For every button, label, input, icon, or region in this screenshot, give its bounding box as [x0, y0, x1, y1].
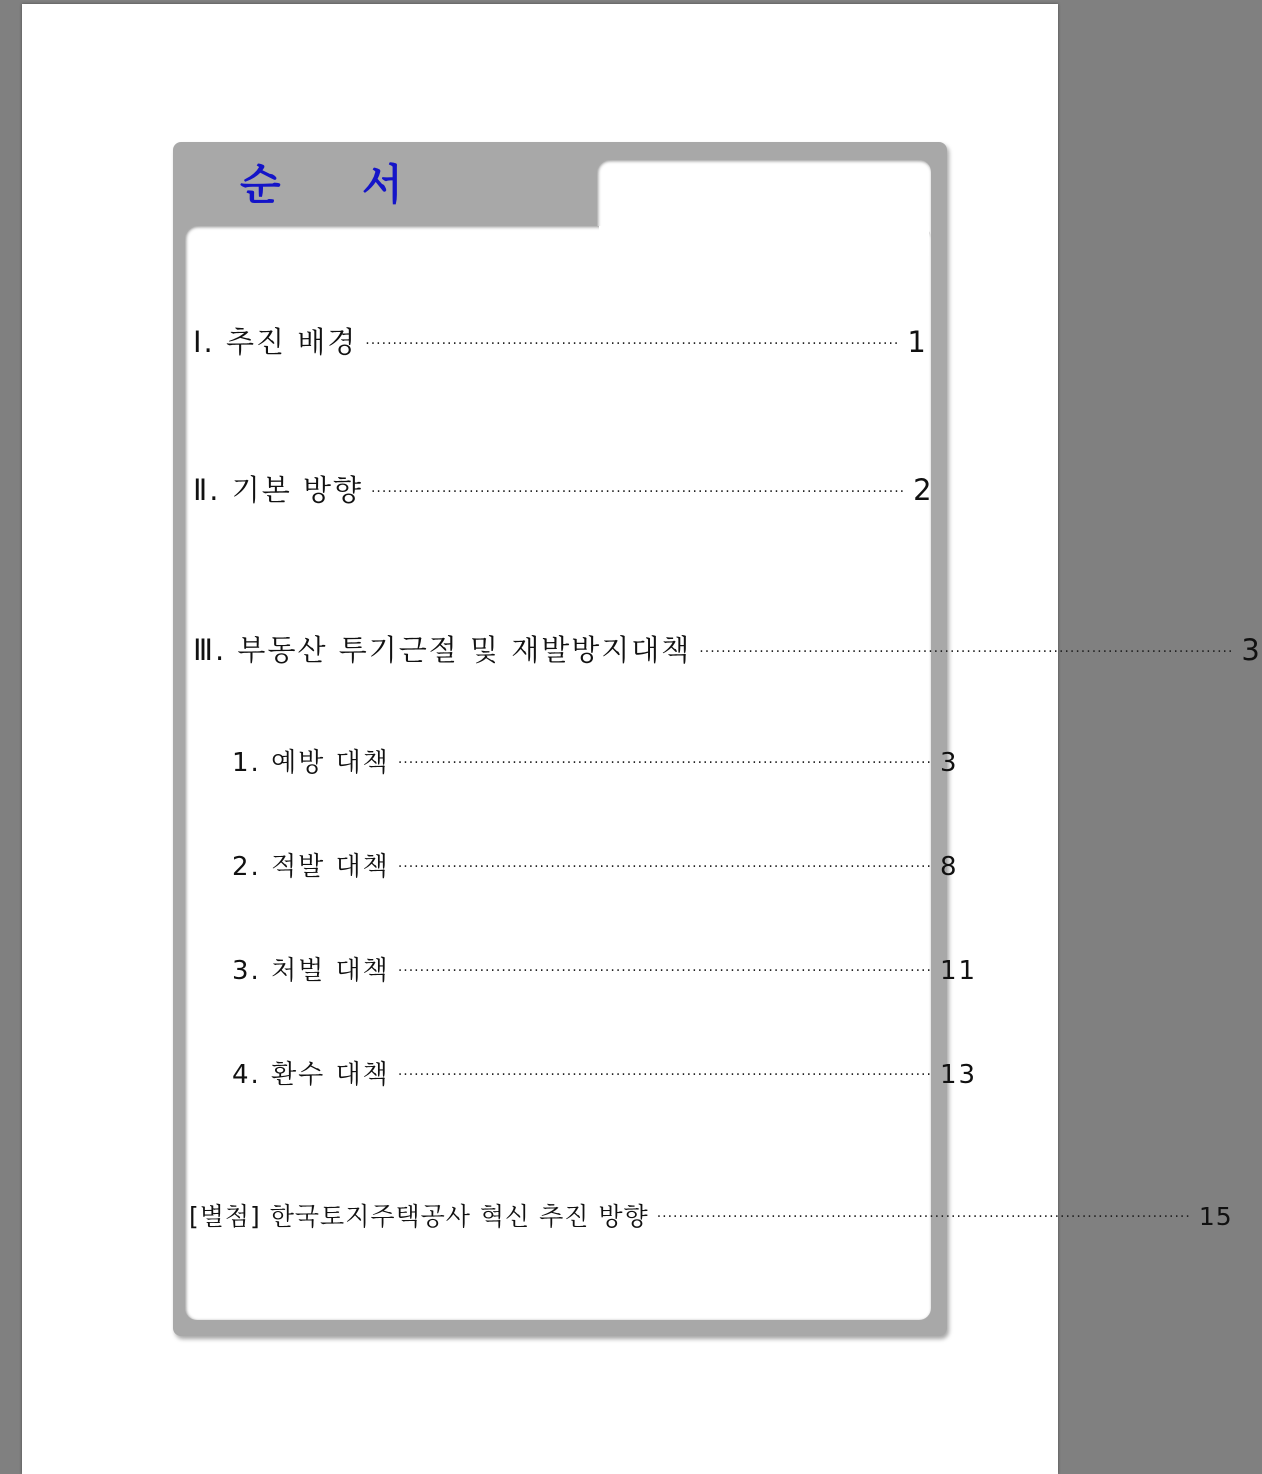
toc-entry-1[interactable]: [193, 320, 928, 361]
toc-label: 4. 환수 대책: [232, 1060, 390, 1090]
title-char-2: 서: [362, 160, 405, 209]
toc-page-number: 13: [939, 1060, 978, 1090]
toc-page-number: 15: [1198, 1202, 1233, 1231]
toc-entry-appendix[interactable]: [189, 1197, 1233, 1233]
toc-leader: ··································································································: [370, 484, 906, 500]
toc-page-number: 3: [939, 748, 959, 778]
toc-page-number: 1: [907, 325, 928, 359]
toc-label: Ⅱ. 기본 방향: [193, 473, 363, 507]
toc-label: 2. 적발 대책: [232, 852, 390, 882]
toc-leader: ··································································································: [397, 963, 932, 979]
toc-entry-3-3[interactable]: [232, 950, 978, 987]
toc-entry-3[interactable]: [193, 628, 1262, 669]
toc-entry-3-1[interactable]: [232, 742, 959, 779]
toc-label: Ⅲ. 부동산 투기근절 및 재발방지대책: [193, 633, 692, 667]
toc-page-number: 8: [939, 852, 959, 882]
toc-entry-2[interactable]: [193, 468, 934, 509]
toc-entry-3-4[interactable]: [232, 1054, 978, 1091]
toc-label: Ⅰ. 추진 배경: [193, 325, 358, 359]
toc-leader: ··································································································: [365, 336, 900, 352]
toc-leader: ··································································································: [656, 1209, 1191, 1225]
toc-leader: ··································································································: [397, 1067, 932, 1083]
toc-label: 1. 예방 대책: [232, 748, 390, 778]
toc-leader: ··································································································: [699, 644, 1234, 660]
toc-entry-3-2[interactable]: [232, 846, 959, 883]
toc-label: [별첨] 한국토지주택공사 혁신 추진 방향: [189, 1202, 649, 1231]
page-title: [240, 152, 405, 212]
toc-page-number: 3: [1241, 633, 1262, 667]
toc-leader: ··································································································: [397, 859, 932, 875]
toc-page-number: 11: [939, 956, 978, 986]
title-char-1: 순: [240, 160, 283, 209]
toc-leader: ··································································································: [397, 755, 932, 771]
toc-label: 3. 처벌 대책: [232, 956, 390, 986]
toc-page-number: 2: [913, 473, 934, 507]
document-page: [22, 4, 1058, 1474]
